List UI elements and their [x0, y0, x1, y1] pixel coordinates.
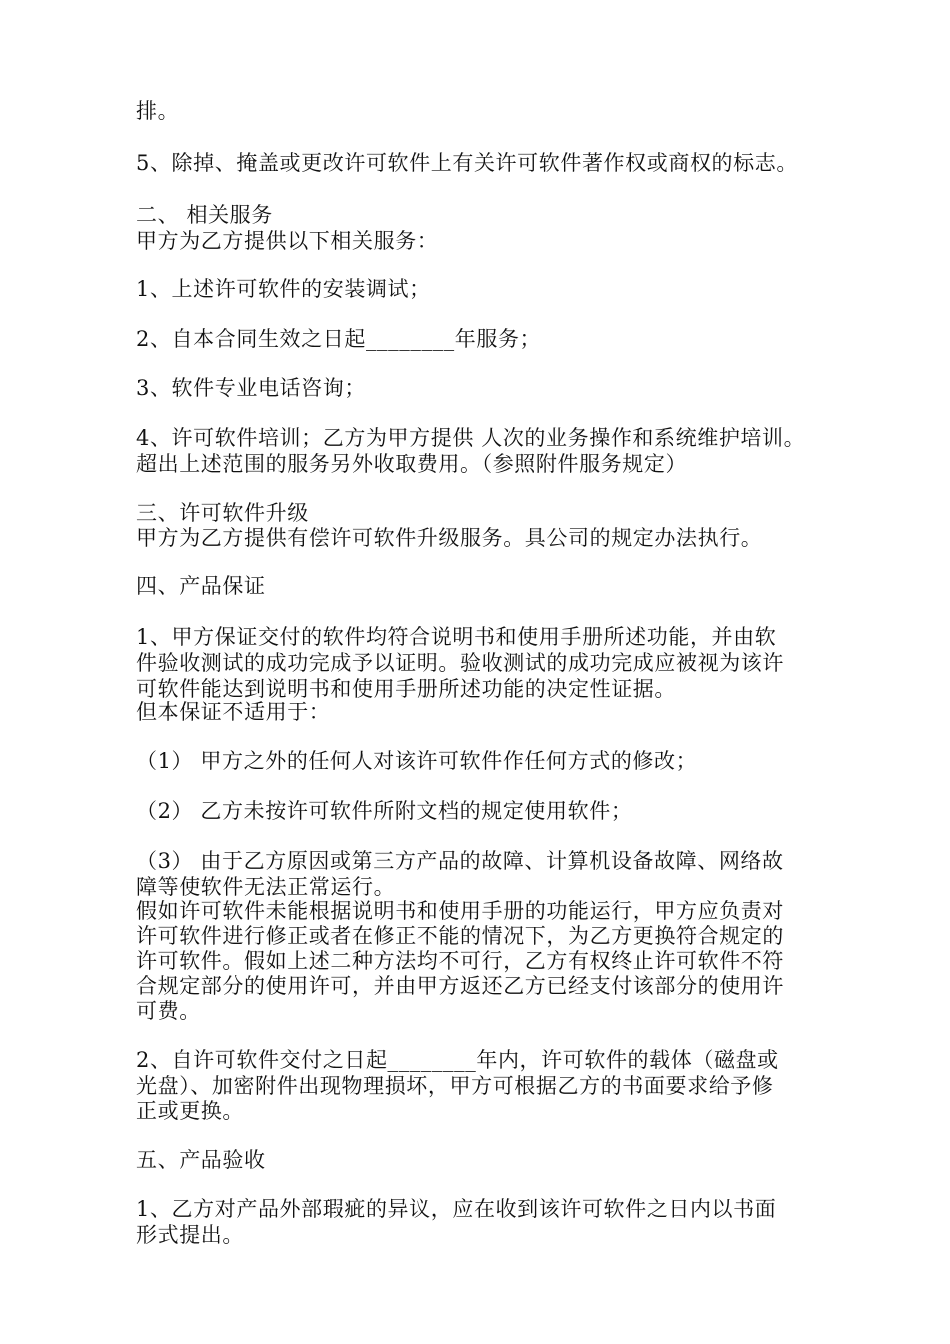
text-line: 假如许可软件未能根据说明书和使用手册的功能运行，甲方应负责对	[136, 899, 784, 923]
list-item: 2、自本合同生效之日起________年服务；	[136, 327, 542, 351]
text-line: 件验收测试的成功完成予以证明。验收测试的成功完成应被视为该许	[136, 651, 784, 675]
text-line: 障等使软件无法正常运行。	[136, 875, 396, 899]
section-heading: 四、产品保证	[136, 574, 266, 598]
list-item: （3） 由于乙方原因或第三方产品的故障、计算机设备故障、网络故	[136, 849, 784, 873]
section-heading: 三、许可软件升级	[136, 501, 309, 525]
list-item: 2、自许可软件交付之日起________年内，许可软件的载体（磁盘或	[136, 1048, 779, 1072]
list-item: （2） 乙方未按许可软件所附文档的规定使用软件；	[136, 799, 633, 823]
list-item: 3、软件专业电话咨询；	[136, 376, 366, 400]
list-item: 4、许可软件培训；乙方为甲方提供 人次的业务操作和系统维护培训。	[136, 426, 806, 450]
text-line: 甲方为乙方提供有偿许可软件升级服务。具公司的规定办法执行。	[136, 526, 763, 550]
text-line: 正或更换。	[136, 1099, 244, 1123]
section-heading: 二、 相关服务	[136, 203, 273, 227]
text-line: 可软件能达到说明书和使用手册所述功能的决定性证据。	[136, 677, 676, 701]
list-item: 1、乙方对产品外部瑕疵的异议，应在收到该许可软件之日内以书面	[136, 1197, 777, 1221]
text-line: 甲方为乙方提供以下相关服务：	[136, 229, 439, 253]
text-line: 形式提出。	[136, 1223, 244, 1247]
text-line: 许可软件。假如上述二种方法均不可行，乙方有权终止许可软件不符	[136, 949, 784, 973]
text-line: 超出上述范围的服务另外收取费用。（参照附件服务规定）	[136, 452, 688, 476]
text-line: 可费。	[136, 999, 201, 1023]
list-item: （1） 甲方之外的任何人对该许可软件作任何方式的修改；	[136, 749, 698, 773]
text-line: 5、除掉、掩盖或更改许可软件上有关许可软件著作权或商权的标志。	[136, 151, 798, 175]
section-heading: 五、产品验收	[136, 1148, 266, 1172]
text-line: 许可软件进行修正或者在修正不能的情况下，为乙方更换符合规定的	[136, 924, 784, 948]
text-line: 光盘）、加密附件出现物理损坏，甲方可根据乙方的书面要求给予修	[136, 1074, 774, 1098]
list-item: 1、上述许可软件的安装调试；	[136, 277, 431, 301]
text-line: 但本保证不适用于：	[136, 700, 331, 724]
text-line: 排。	[136, 99, 180, 123]
text-line: 合规定部分的使用许可，并由甲方返还乙方已经支付该部分的使用许	[136, 974, 784, 998]
text-line: 1、甲方保证交付的软件均符合说明书和使用手册所述功能，并由软	[136, 625, 777, 649]
